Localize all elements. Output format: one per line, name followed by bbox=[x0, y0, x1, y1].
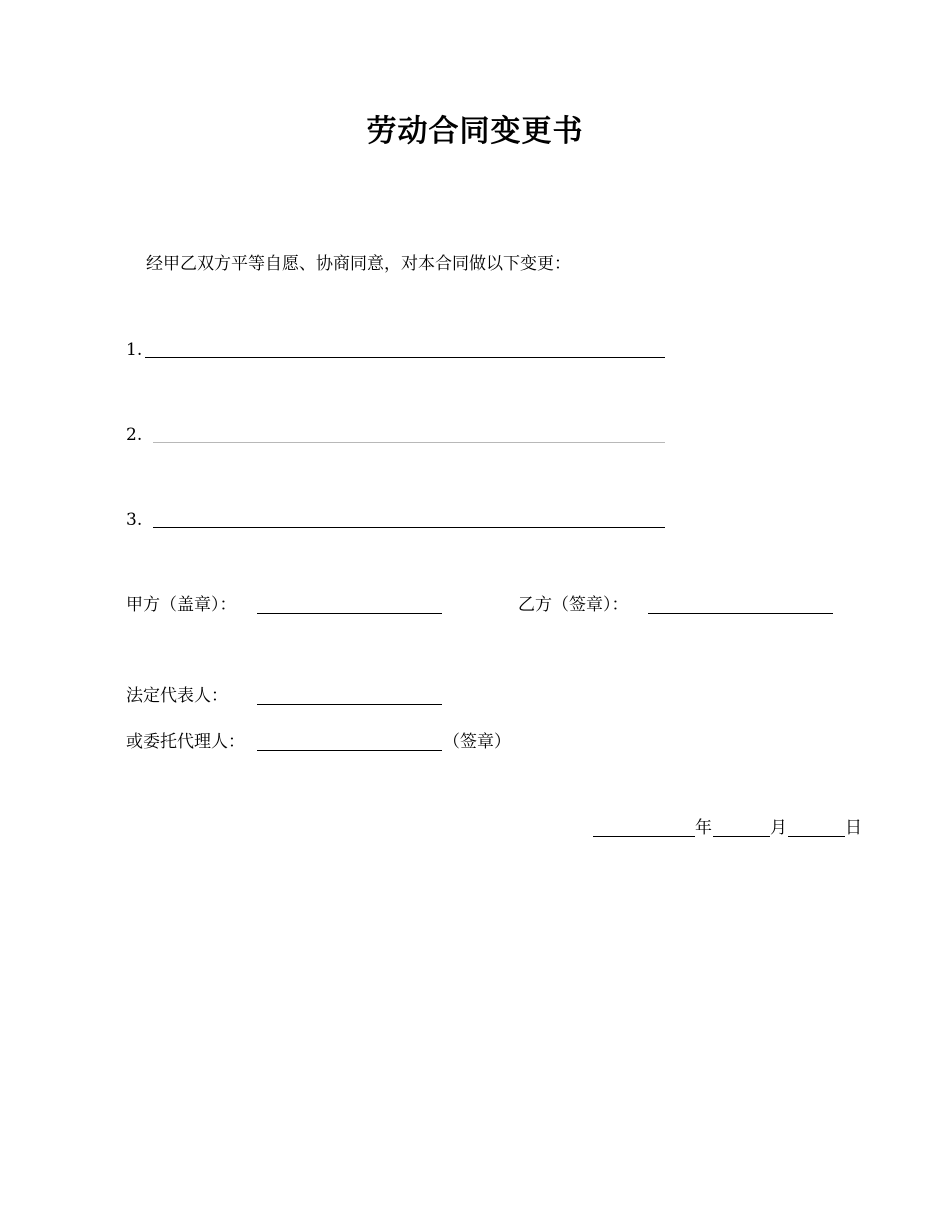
party-a-label: 甲方（盖章）： bbox=[126, 595, 237, 615]
item-number-3: 3. bbox=[126, 510, 143, 530]
party-a-signature-line bbox=[257, 613, 442, 614]
agent-suffix: （签章） bbox=[443, 732, 511, 752]
date-day-label: 日 bbox=[845, 818, 862, 838]
date-year-label: 年 bbox=[695, 818, 712, 838]
item-2-blank-line bbox=[153, 442, 665, 443]
legal-rep-label: 法定代表人： bbox=[126, 686, 228, 706]
date-month-label: 月 bbox=[770, 818, 787, 838]
item-number-2: 2. bbox=[126, 425, 143, 445]
document-title: 劳动合同变更书 bbox=[366, 114, 584, 149]
intro-text: 经甲乙双方平等自愿、协商同意，对本合同做以下变更： bbox=[146, 254, 571, 274]
date-year-line bbox=[593, 836, 695, 837]
party-b-signature-line bbox=[648, 613, 833, 614]
date-month-line bbox=[713, 836, 770, 837]
agent-label: 或委托代理人： bbox=[126, 732, 245, 752]
date-day-line bbox=[788, 836, 845, 837]
item-1-blank-line bbox=[145, 357, 665, 358]
item-3-blank-line bbox=[153, 527, 665, 528]
item-number-1: 1. bbox=[126, 340, 143, 360]
agent-signature-line bbox=[257, 750, 442, 751]
legal-rep-signature-line bbox=[257, 704, 442, 705]
party-b-label: 乙方（签章）： bbox=[518, 595, 629, 615]
